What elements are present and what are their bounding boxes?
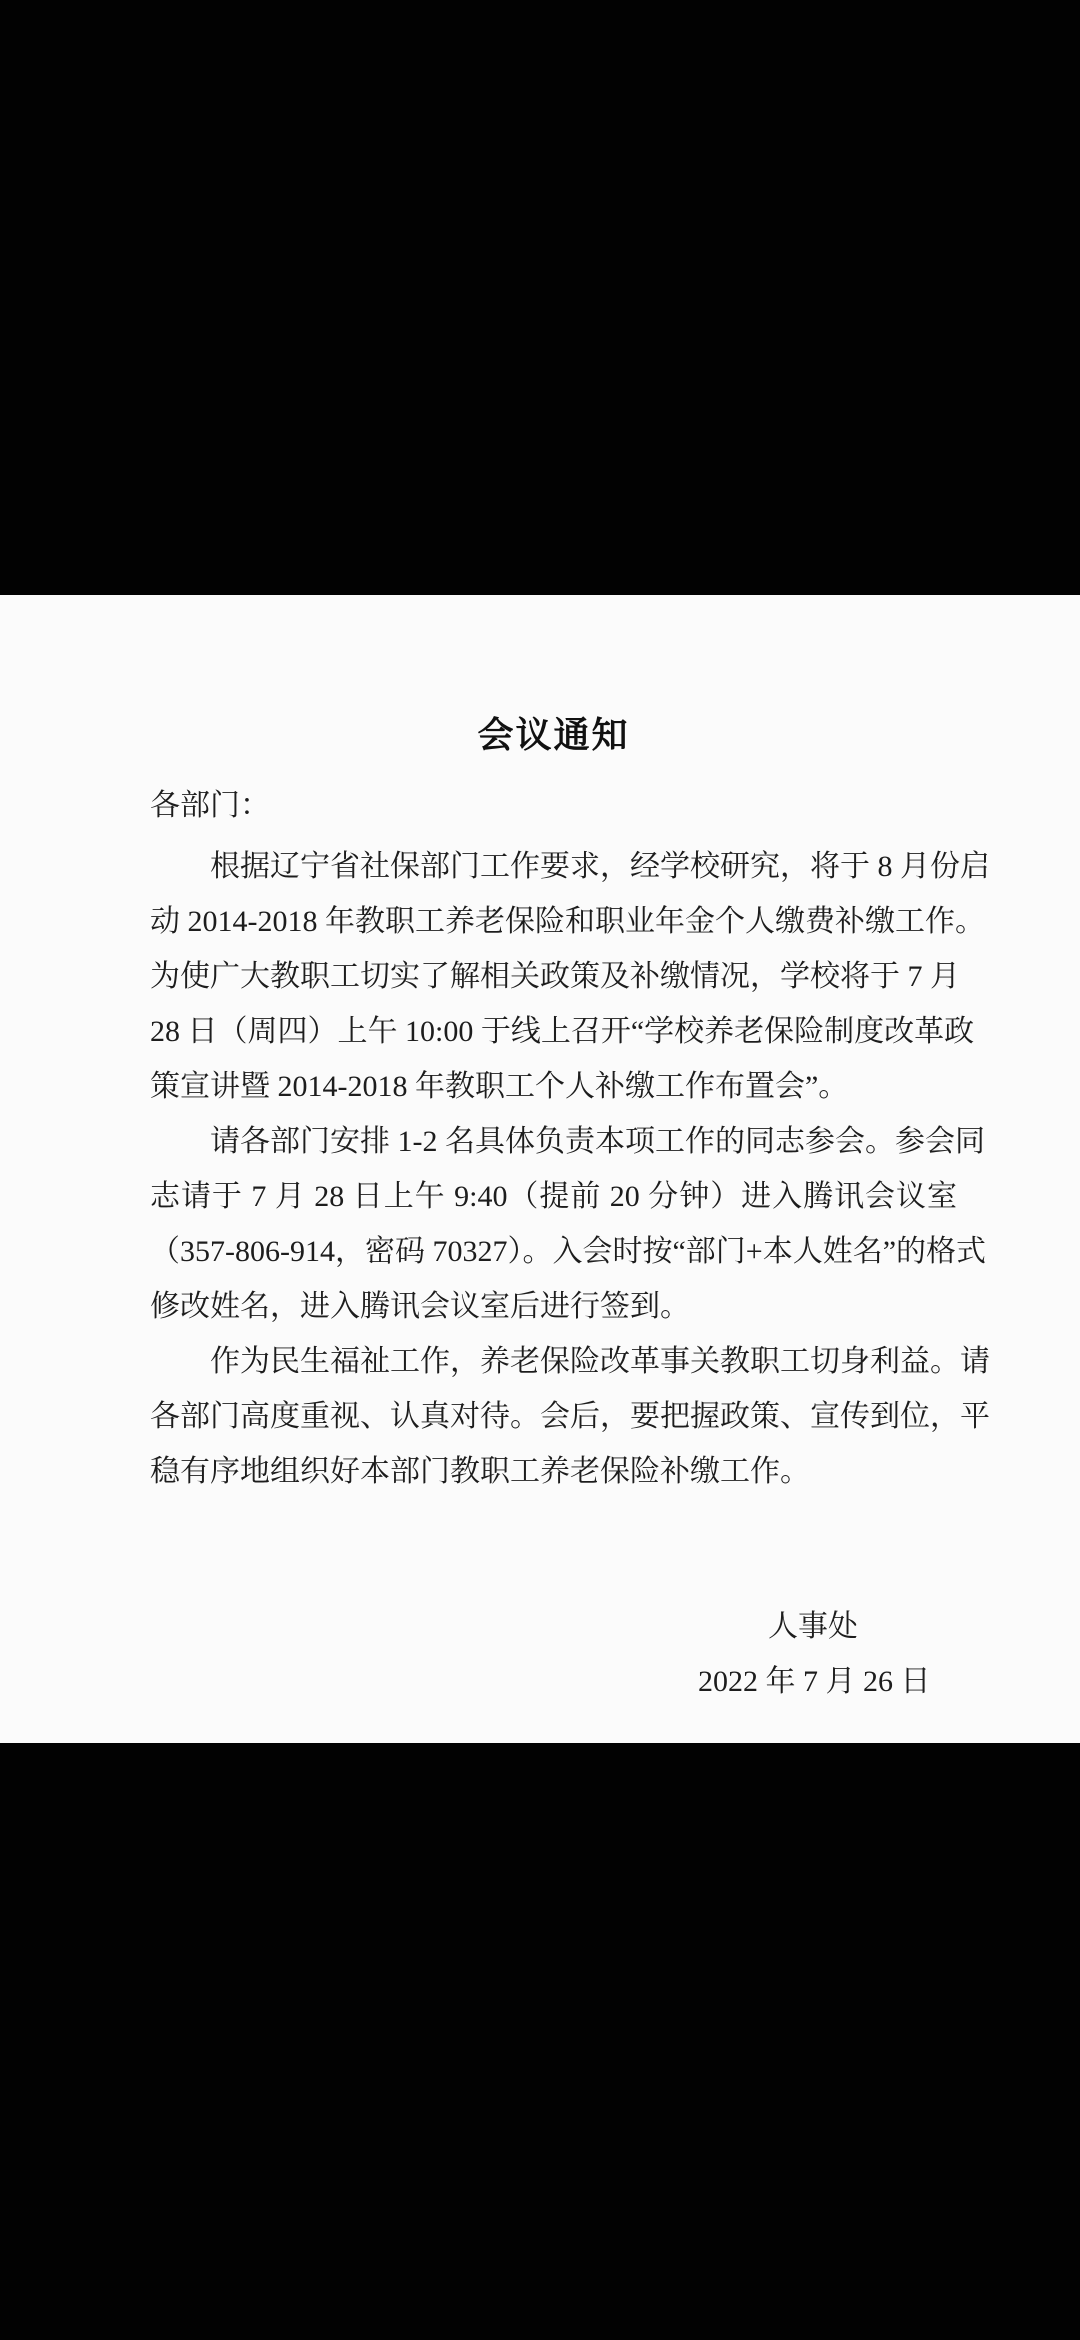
notice-body: [150, 839, 990, 1499]
signature-block: [698, 1599, 931, 1709]
body-line: 策宣讲暨 2014-2018 年教职工个人补缴工作布置会”。: [150, 1070, 849, 1103]
body-line: 志请于 7 月 28 日上午 9:40（提前 20 分钟）进入腾讯会议室: [150, 1180, 957, 1213]
body-line: （357-806-914，密码 70327）。入会时按“部门+本人姓名”的格式: [150, 1235, 987, 1268]
body-line: 修改姓名，进入腾讯会议室后进行签到。: [150, 1290, 690, 1323]
signature-department: 人事处: [768, 1610, 858, 1643]
body-line: 根据辽宁省社保部门工作要求，经学校研究，将于 8 月份启: [210, 850, 990, 883]
salutation-line: 各部门：: [150, 789, 270, 822]
body-line: 动 2014-2018 年教职工养老保险和职业年金个人缴费补缴工作。: [150, 905, 985, 938]
body-line: 28 日（周四）上午 10:00 于线上召开“学校养老保险制度改革政: [150, 1015, 975, 1048]
signature-date: 2022 年 7 月 26 日: [698, 1665, 931, 1698]
body-line: 稳有序地组织好本部门教职工养老保险补缴工作。: [150, 1455, 810, 1488]
body-line: 请各部门安排 1-2 名具体负责本项工作的同志参会。参会同: [210, 1125, 985, 1158]
body-line: 为使广大教职工切实了解相关政策及补缴情况，学校将于 7 月: [150, 960, 960, 993]
notice-title: 会议通知: [477, 714, 630, 755]
notice-page: [0, 595, 1080, 1743]
body-line: 各部门高度重视、认真对待。会后，要把握政策、宣传到位，平: [150, 1400, 990, 1433]
body-line: 作为民生福祉工作，养老保险改革事关教职工切身利益。请: [210, 1345, 990, 1378]
